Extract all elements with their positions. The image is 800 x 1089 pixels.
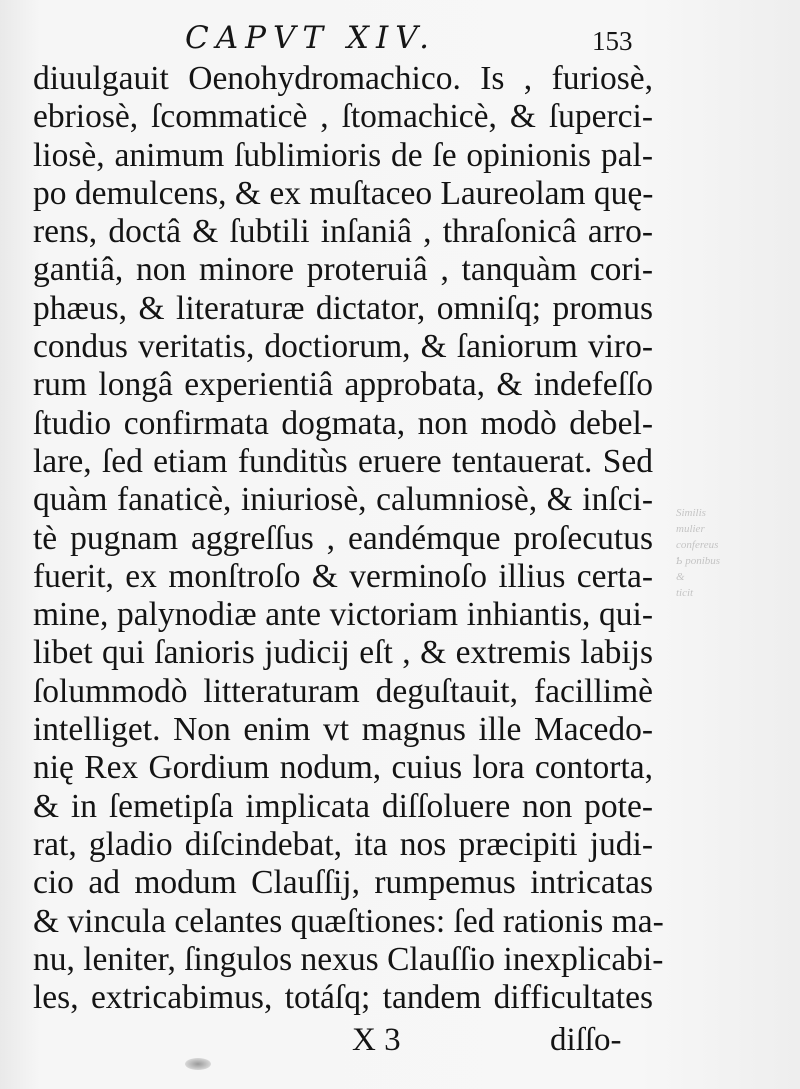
text-line: po demulcens, & ex muſtaceo Laureolam quę- bbox=[33, 174, 654, 212]
page-header bbox=[0, 18, 800, 62]
body-text bbox=[33, 60, 664, 1017]
paper-stain bbox=[185, 1058, 211, 1070]
text-line: diuulgauit Oenohydromachico. Is , furiosè, bbox=[33, 60, 653, 97]
text-line: intelliget. Non enim vt magnus ille Macedo- bbox=[33, 711, 653, 749]
text-line: rat, gladio diſcindebat, ita nos præcipiti judi- bbox=[33, 825, 653, 863]
bleed-through-margin-notes: Similis mulier confereus Ƅ ponibus & ticit bbox=[676, 507, 721, 599]
text-line: nię Rex Gordium nodum, cuius lora contorta, bbox=[33, 749, 653, 787]
text-line: liosè, animum ſublimioris de ſe opinionis pal- bbox=[33, 136, 653, 174]
text-line: phæus, & literaturæ dictator, omniſq; promus bbox=[33, 289, 653, 327]
text-line: & vincula celantes quæſtiones: ſed rationis ma- bbox=[33, 902, 664, 940]
text-line: gantiâ, non minore proteruiâ , tanquàm cori- bbox=[33, 251, 653, 289]
text-line: ebriosè, ſcommaticè , ſtomachicè, & ſuperci- bbox=[33, 98, 653, 136]
text-line: fuerit, ex monſtroſo & verminoſo illius certa- bbox=[33, 557, 653, 595]
text-line: cio ad modum Clauſſij, rumpemus intricatas bbox=[33, 864, 653, 902]
text-line: ſtudio confirmata dogmata, non modò debel- bbox=[33, 404, 653, 442]
text-line: mine, palynodiæ ante victoriam inhiantis, qui- bbox=[33, 596, 653, 634]
text-line: les, extricabimus, totáſq; tandem difficultates bbox=[33, 979, 653, 1017]
text-line: tè pugnam aggreſſus , eandémque proſecutus bbox=[33, 519, 653, 557]
signature-mark: X 3 bbox=[352, 1022, 401, 1058]
text-line: lare, ſed etiam funditùs eruere tentauerat. Sed bbox=[33, 442, 653, 480]
page-number: 153 bbox=[592, 26, 633, 56]
text-line: condus veritatis, doctiorum, & ſaniorum viro- bbox=[33, 328, 653, 366]
text-line: libet qui ſanioris judicij eſt , & extremis labijs bbox=[33, 634, 653, 672]
text-line: rens, doctâ & ſubtili inſaniâ , thraſonicâ arro- bbox=[33, 213, 653, 251]
catchword: diſſo- bbox=[550, 1022, 622, 1058]
page-footer bbox=[0, 1022, 800, 1062]
text-line: & in ſemetipſa implicata diſſoluere non pote- bbox=[33, 787, 653, 825]
text-line: ſolummodò litteraturam deguſtauit, facillimè bbox=[33, 672, 653, 710]
text-line: quàm fanaticè, iniuriosè, calumniosè, & inſci- bbox=[33, 481, 653, 519]
text-line: nu, leniter, ſingulos nexus Clauſſio inexplicabi- bbox=[33, 940, 664, 978]
running-head: CAPVT XIV. bbox=[185, 20, 437, 56]
text-line: rum longâ experientiâ approbata, & indefeſſo bbox=[33, 366, 653, 404]
